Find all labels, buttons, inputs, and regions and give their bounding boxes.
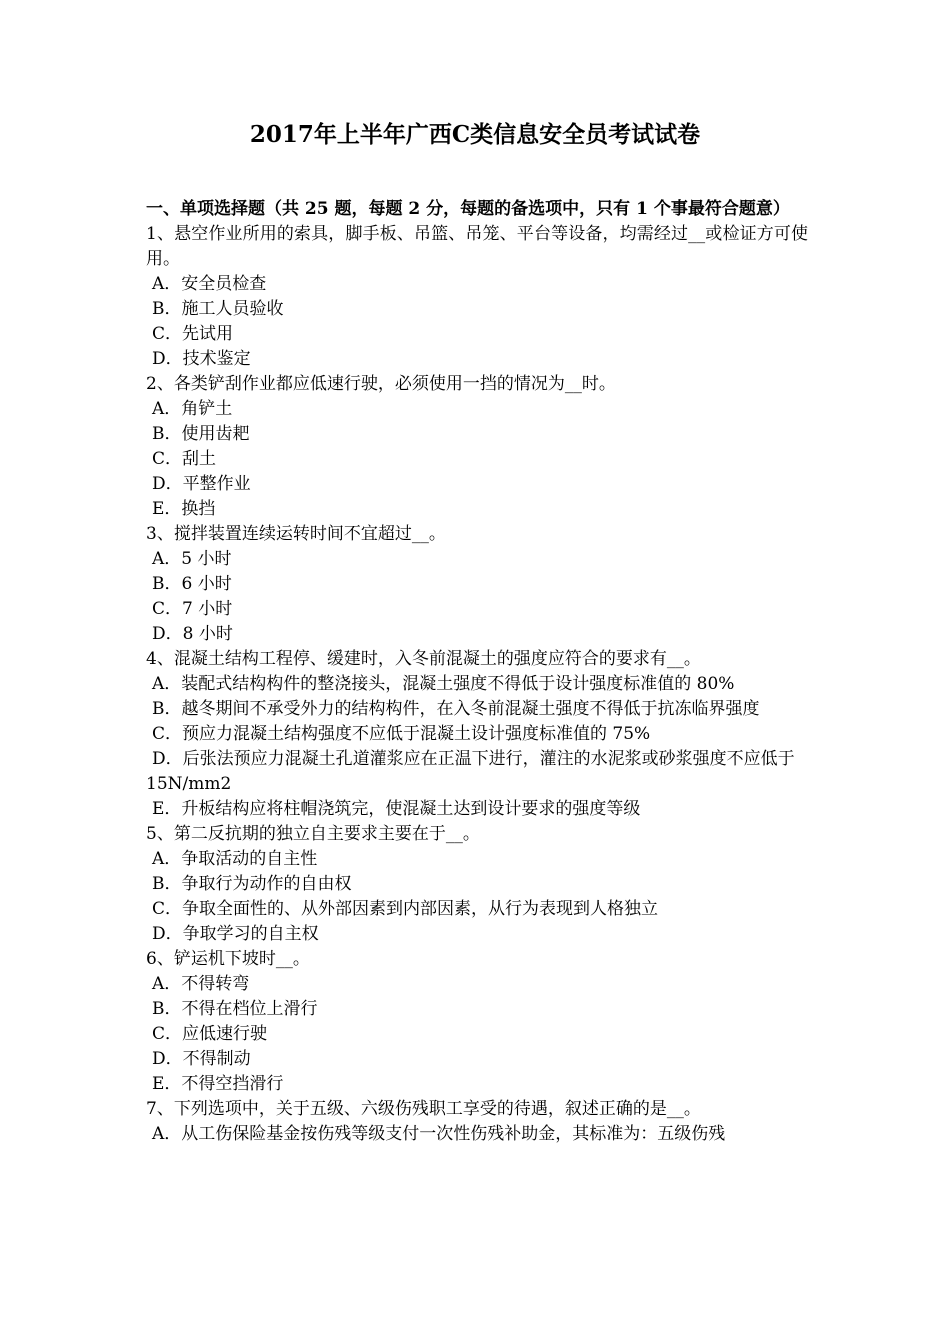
answer-option: C．7 小时 <box>152 599 233 619</box>
answer-option: A．争取活动的自主性 <box>152 849 318 869</box>
answer-option: E．换挡 <box>152 499 216 519</box>
answer-option: C．预应力混凝土结构强度不应低于混凝土设计强度标准值的 75% <box>152 724 651 744</box>
answer-option: C．先试用 <box>152 324 234 344</box>
answer-option: A．角铲土 <box>152 399 233 419</box>
question-stem: 4、混凝土结构工程停、缓建时，入冬前混凝土的强度应符合的要求有__。 <box>146 649 701 669</box>
answer-option: D．后张法预应力混凝土孔道灌浆应在正温下进行，灌注的水泥浆或砂浆强度不应低于 15N/mm2 <box>146 749 795 794</box>
answer-option: A．不得转弯 <box>152 974 250 994</box>
question-stem: 3、搅拌装置连续运转时间不宜超过__。 <box>146 524 446 544</box>
answer-option: B．6 小时 <box>152 574 232 594</box>
answer-option: B．施工人员验收 <box>152 299 284 319</box>
answer-option: C．刮土 <box>152 449 217 469</box>
answer-option: E．升板结构应将柱帽浇筑完，使混凝土达到设计要求的强度等级 <box>152 799 641 819</box>
question-stem: 7、下列选项中，关于五级、六级伤残职工享受的待遇，叙述正确的是__。 <box>146 1099 701 1119</box>
question-stem: 6、铲运机下坡时__。 <box>146 949 310 969</box>
answer-option: D．8 小时 <box>152 624 233 644</box>
answer-option: B．越冬期间不承受外力的结构构件，在入冬前混凝土强度不得低于抗冻临界强度 <box>152 699 760 719</box>
question-stem: 1、悬空作业所用的索具，脚手板、吊篮、吊笼、平台等设备，均需经过__或检证方可使用。 <box>146 224 808 269</box>
document-body <box>146 197 808 1147</box>
answer-option: D．平整作业 <box>152 474 251 494</box>
answer-option: A．装配式结构构件的整浇接头，混凝土强度不得低于设计强度标准值的 80% <box>152 674 735 694</box>
section-heading: 一、单项选择题（共 25 题，每题 2 分，每题的备选项中，只有 1 个事最符合题意） <box>146 199 790 219</box>
question-stem: 2、各类铲刮作业都应低速行驶，必须使用一挡的情况为__时。 <box>146 374 616 394</box>
answer-option: B．争取行为动作的自由权 <box>152 874 352 894</box>
answer-option: E．不得空挡滑行 <box>152 1074 284 1094</box>
answer-option: B．不得在档位上滑行 <box>152 999 318 1019</box>
answer-option: D．不得制动 <box>152 1049 251 1069</box>
answer-option: D．技术鉴定 <box>152 349 251 369</box>
answer-option: A．5 小时 <box>152 549 232 569</box>
question-stem: 5、第二反抗期的独立自主要求主要在于__。 <box>146 824 480 844</box>
answer-option: B．使用齿耙 <box>152 424 250 444</box>
answer-option: D．争取学习的自主权 <box>152 924 319 944</box>
answer-option: C．应低速行驶 <box>152 1024 268 1044</box>
answer-option: A．从工伤保险基金按伤残等级支付一次性伤残补助金，其标准为：五级伤残 <box>152 1124 726 1144</box>
answer-option: A．安全员检查 <box>152 274 267 294</box>
document-title: 2017年上半年广西C类信息安全员考试试卷 <box>249 121 701 148</box>
answer-option: C．争取全面性的、从外部因素到内部因素，从行为表现到人格独立 <box>152 899 659 919</box>
